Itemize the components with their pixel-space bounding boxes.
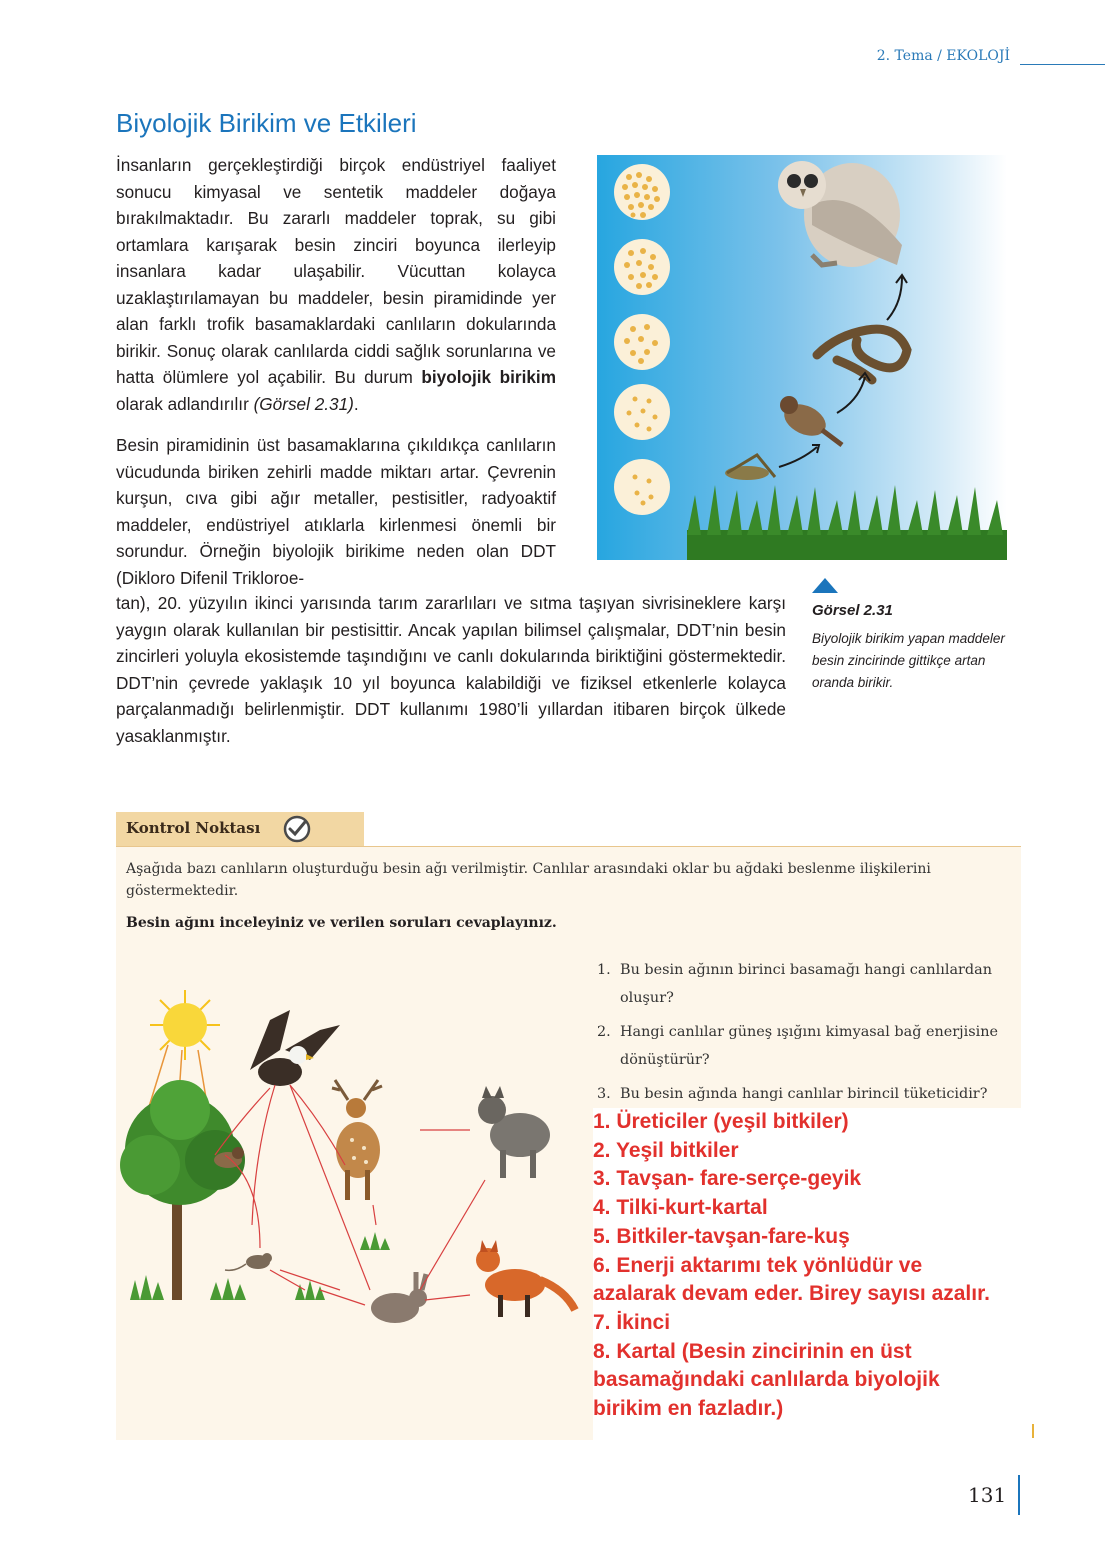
sun-icon (150, 990, 220, 1060)
question-text: Bu besin ağında hangi canlılar birincil tüketicidir? (620, 1086, 988, 1102)
question-item (597, 1018, 1005, 1074)
answer-line: birikim en fazladır.) (593, 1397, 784, 1421)
bioaccumulation-figure (597, 155, 1007, 560)
margin-mark (1032, 1424, 1034, 1438)
question-number: 1. (597, 962, 611, 978)
answer-line: 7. İkinci (593, 1310, 671, 1334)
answer-line: azalarak devam eder. Birey sayısı azalır. (593, 1282, 990, 1306)
answer-line: 4. Tilki-kurt-kartal (593, 1196, 768, 1220)
paragraph-ddt-continued: tan), 20. yüzyılın ikinci yarısında tarım zararlıları ve sıtma taşıyan sivrisineklere karşı yaygın olarak kullanılan bir pestisittir. Ancak yapılan bilimsel çalışmalar, DDT’nin besin zincirleri yoluyla ekosistemde taşındığını ve canlı dokularında biriktiğini göstermektedir. DDT’nin çevrede yaklaşık 10 yıl boyunca kalabildiği ve fiziksel etkenlerle kolayca parçalanmadığı belirlenmiştir. DDT kullanımı 1980’li yıllardan itibaren birçok ülkede yasaklanmıştır. (116, 593, 786, 746)
kontrol-noktasi-label: Kontrol Noktası (126, 819, 261, 837)
paragraph-intro (116, 152, 556, 417)
grasshopper-icon (725, 455, 775, 480)
figure-reference: (Görsel 2.31) (253, 393, 354, 414)
food-web-illustration (120, 990, 590, 1340)
accumulation-circle (614, 459, 670, 515)
page-number: 131 (968, 1483, 1007, 1507)
caption-marker-icon (812, 578, 838, 593)
deer-icon (332, 1080, 382, 1200)
grass-strip (687, 485, 1007, 560)
eagle-icon (250, 1010, 340, 1086)
paragraph-intro-text: İnsanların gerçekleştirdiği birçok endüstriyel faaliyet sonucu kimyasal ve sentetik maddeler doğaya bırakılmaktadır. Bu zararlı maddeler toprak, su gibi ortamlara karışarak besin zinciri boyunca ilerleyip insanlara kadar ulaşabilir. Vücuttan kolayca uzaklaştırılamayan bu maddeler, besin piramidinde yer alan farklı trofik basamaklardaki canlıların dokularında birikir. Sonuç olarak canlılarda ciddi sağlık sorunlarına ve hatta ölümlere yol açabilir. Bu durum (116, 155, 556, 387)
accumulation-circle (614, 314, 670, 370)
sparrow-icon (779, 396, 842, 445)
answer-line: 1. Üreticiler (yeşil bitkiler) (593, 1110, 849, 1133)
answer-list (593, 1108, 1033, 1424)
kontrol-noktasi-rule (116, 846, 1021, 847)
fox-icon (476, 1240, 575, 1317)
header-rule (1020, 64, 1105, 65)
question-item (597, 956, 1005, 1012)
rabbit-icon (371, 1272, 427, 1323)
key-term: biyolojik birikim (421, 367, 556, 387)
paragraph-intro-end: . (353, 393, 359, 414)
mouse-icon (225, 1253, 272, 1270)
chapter-header: 2. Tema / EKOLOJİ (876, 48, 1010, 64)
snake-icon (817, 329, 907, 380)
answer-line: 6. Enerji aktarımı tek yönlüdür ve (593, 1253, 923, 1277)
answer-line: 3. Tavşan- fare-serçe-geyik (593, 1167, 862, 1191)
answer-line: basamağındaki canlılarda biyolojik (593, 1368, 940, 1392)
question-number: 3. (597, 1086, 611, 1102)
accumulation-circle (614, 384, 670, 440)
checkmark-icon (282, 814, 312, 844)
section-title: Biyolojik Birikim ve Etkileri (116, 108, 417, 138)
wolf-icon (478, 1086, 550, 1178)
question-text: Bu besin ağının birinci basamağı hangi canlılardan oluşur? (620, 962, 992, 1006)
tree-icon (120, 1080, 245, 1300)
accumulation-circle (614, 164, 670, 220)
figure-caption-title: Görsel 2.31 (812, 602, 893, 619)
figure-caption-text: Biyolojik birikim yapan maddeler besin zincirinde gittikçe artan oranda birikir. (812, 631, 1005, 690)
answer-line: 8. Kartal (Besin zincirinin en üst (593, 1339, 912, 1363)
bioaccumulation-illustration (597, 155, 1007, 560)
question-text: Hangi canlılar güneş ışığını kimyasal bağ enerjisine dönüştürür? (620, 1024, 999, 1068)
kontrol-instruction: Besin ağını inceleyiniz ve verilen soruları cevaplayınız. (126, 915, 557, 931)
accumulation-circle (614, 239, 670, 295)
question-number: 2. (597, 1024, 611, 1040)
owl-icon (778, 161, 902, 267)
page-number-rule (1018, 1475, 1020, 1515)
answer-line: 2. Yeşil bitkiler (593, 1138, 739, 1162)
question-item (597, 1080, 1015, 1108)
answer-line: 5. Bitkiler-tavşan-fare-kuş (593, 1224, 850, 1248)
paragraph-ddt: Besin piramidinin üst basamaklarına çıkıldıkça canlıların vücudunda biriken zehirli madde miktarı artar. Çevrenin kurşun, cıva gibi ağır metaller, pestisitler, radyoaktif maddeler, endüstriyel atıklarla kirlenmesi önemli bir sorundur. Örneğin biyolojik birikime neden olan DDT (Dikloro Difenil Trikloroe- (116, 435, 556, 588)
paragraph-intro-mid: olarak adlandırılır (116, 393, 254, 414)
kontrol-intro: Aşağıda bazı canlıların oluşturduğu besin ağı verilmiştir. Canlılar arasındaki oklar bu ağdaki beslenme ilişkilerini göstermektedir. (126, 861, 931, 899)
